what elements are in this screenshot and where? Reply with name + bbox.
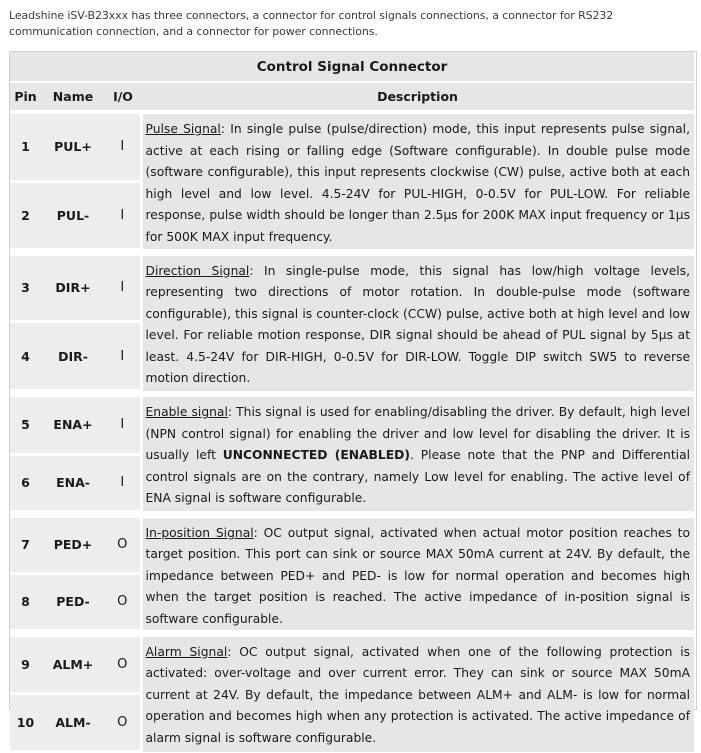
- signal-table: [10, 52, 694, 753]
- signal-description: [141, 518, 694, 631]
- pin-number: 3: [10, 256, 41, 322]
- signal-title: Enable signal: [145, 405, 228, 419]
- signal-name: PUL-: [41, 181, 105, 249]
- signal-name: PED-: [41, 573, 105, 630]
- pin-number: 10: [10, 694, 41, 752]
- header-name: Name: [41, 82, 105, 112]
- signal-description: [141, 637, 694, 752]
- signal-name: DIR+: [41, 256, 105, 322]
- signal-title: Pulse Signal: [145, 122, 221, 136]
- signal-name: ENA+: [41, 397, 105, 454]
- signal-description: [141, 397, 694, 511]
- description-text-continued: . Please note that the PNP and Differential control signals are on the contrary, namely Low level for enabling. The active level of ENA signal is software configurable.: [145, 448, 691, 505]
- description-text: : OC output signal, activated when actual motor position reaches to target position. This port can sink or source MAX 50mA current at 24V. By default, the impedance between PED+ and PED- is low for normal operation and becomes high when the target position is reached. The active impedance of in-position signal is software configurable.: [145, 525, 691, 626]
- io-direction: I: [105, 112, 141, 181]
- pin-number: 5: [10, 397, 41, 454]
- io-direction: I: [105, 397, 141, 454]
- signal-title: Alarm Signal: [145, 644, 228, 659]
- io-direction: I: [105, 256, 141, 322]
- table-title: Control Signal Connector: [10, 52, 694, 82]
- pin-number: 1: [10, 112, 41, 181]
- header-pin: Pin: [10, 82, 41, 112]
- signal-description: [141, 256, 694, 391]
- table-body: [10, 112, 694, 752]
- description-text: : This signal is used for enabling/disabling the driver. By default, high level (NPN control signal) for enabling the driver and low level for disabling the driver. It is usually left: [145, 405, 691, 462]
- signal-description: [141, 112, 694, 249]
- pin-number: 8: [10, 573, 41, 630]
- io-direction: I: [105, 322, 141, 391]
- table-row: [10, 256, 694, 322]
- description-text: : In single-pulse mode, this signal has low/high voltage levels, representing two directions of motor rotation. In double-pulse mode (software configurable), this signal is counter-clock (CCW) pulse, active both at high level and low level. For reliable motion response, DIR signal should be ahead of PUL signal by 5μs at least. 4.5-24V for DIR-HIGH, 0-0.5V for DIR-LOW. Toggle DIP switch SW5 to reverse motion direction.: [145, 263, 691, 385]
- description-text: : In single pulse (pulse/direction) mode, this input represents pulse signal, active at each rising or falling edge (Software configurable). In double pulse mode (software configurable), this input represents clockwise (CW) pulse, active both at each high level and low level. 4.5-24V for PUL-HIGH, 0-0.5V for PUL-LOW. For reliable response, pulse width should be longer than 2.5μs for 200K MAX input frequency or 1μs for 500K MAX input frequency.: [145, 122, 691, 244]
- pin-number: 2: [10, 181, 41, 249]
- description-emphasis: UNCONNECTED (ENABLED): [222, 448, 410, 462]
- signal-title: Direction Signal: [145, 263, 250, 278]
- table-row: [10, 518, 694, 574]
- control-signal-table: [9, 51, 697, 745]
- io-direction: O: [105, 694, 141, 752]
- signal-name: ENA-: [41, 454, 105, 511]
- table-row: [10, 637, 694, 694]
- table-row: [10, 397, 694, 454]
- signal-name: ALM-: [41, 694, 105, 752]
- header-io: I/O: [105, 82, 141, 112]
- signal-name: PED+: [41, 518, 105, 574]
- header-description: Description: [141, 82, 694, 112]
- pin-number: 9: [10, 637, 41, 694]
- signal-title: In-position Signal: [145, 525, 254, 540]
- intro-text: Leadshine iSV-B23xxx has three connectors, a connector for control signals connections, a connector for RS232 communication connection, and a connector for power connections.: [9, 9, 614, 38]
- io-direction: I: [105, 181, 141, 249]
- signal-name: ALM+: [41, 637, 105, 694]
- description-text: : OC output signal, activated when one of the following protection is activated: over-voltage and over current error. They can sink or source MAX 50mA current at 24V. By default, the impedance between ALM+ and ALM- is low for normal operation and becomes high when any protection is activated. The active impedance of alarm signal is software configurable.: [145, 644, 691, 745]
- io-direction: O: [105, 518, 141, 574]
- io-direction: I: [105, 454, 141, 511]
- pin-number: 7: [10, 518, 41, 574]
- table-row: [10, 112, 694, 181]
- pin-number: 4: [10, 322, 41, 391]
- signal-name: PUL+: [41, 112, 105, 181]
- io-direction: O: [105, 573, 141, 630]
- signal-name: DIR-: [41, 322, 105, 391]
- pin-number: 6: [10, 454, 41, 511]
- io-direction: O: [105, 637, 141, 694]
